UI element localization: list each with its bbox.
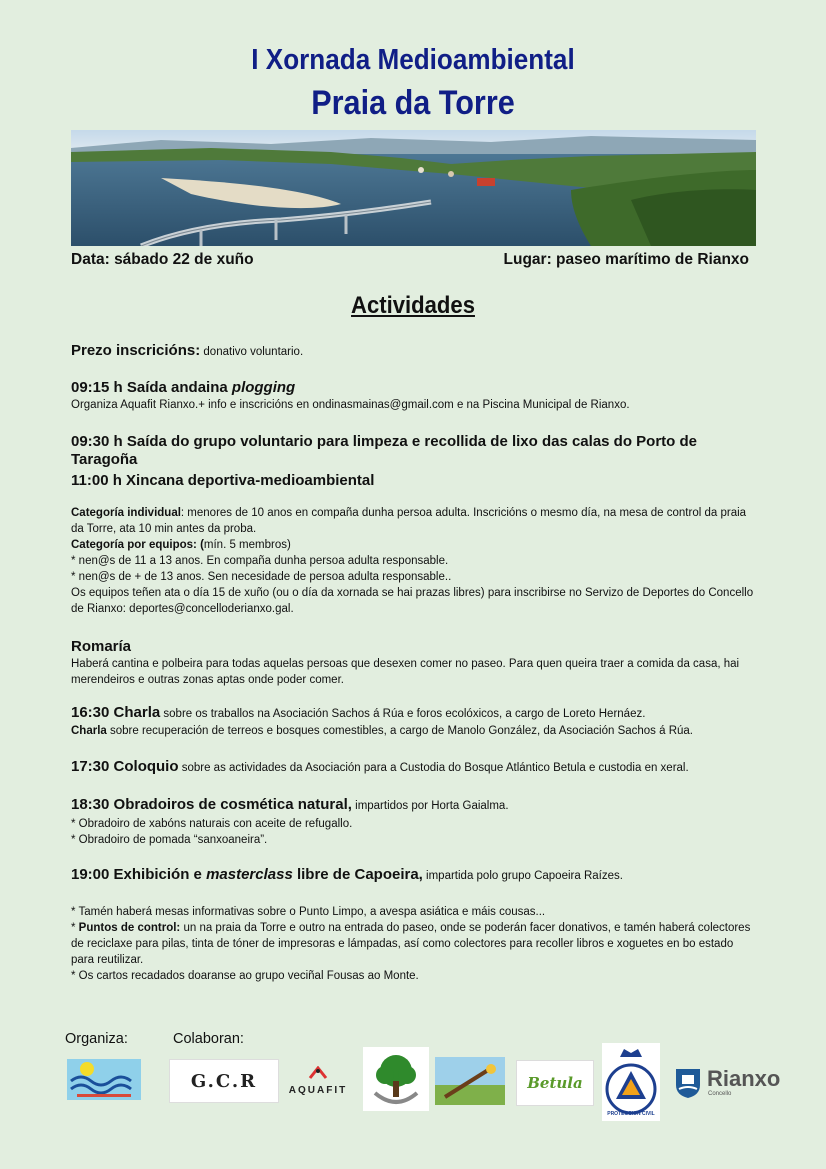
charla-2 (71, 723, 759, 739)
romaria-text: Haberá cantina e polbeira para todas aquelas persoas que desexen comer no paseo. Para quen queira traer a comida da casa, hai merendeiros e outras zonas aptas onde poder comer. (71, 658, 740, 686)
coloquio-text: sobre as actividades da Asociación para a Custodia do Bosque Atlántico Betula e custodia en xeral. (178, 762, 689, 774)
puntos-text: un na praia da Torre e outro na entrada do paseo, onde se poderán facer donativos, e tamén haberá colectores de reciclaxe para pilas, tinta de tóner de impresoras e lámpadas, así como colectores para recoller libros e xoguetes en bo estado para reutilizar. (71, 922, 751, 966)
notes-line3: * Os cartos recadados doaranse ao grupo veciñal Fousas ao Monte. (71, 970, 419, 982)
event-title-line1: I Xornada Medioambiental (251, 44, 575, 76)
teams-label: Categoría por equipos: ( (71, 539, 204, 551)
betula-logo (516, 1060, 594, 1106)
individual-label: Categoría individual (71, 507, 181, 519)
xincana-teams (71, 537, 759, 553)
capoeira-text: impartida polo grupo Capoeira Raízes. (422, 870, 623, 882)
betula-logo-text: Betula (527, 1074, 583, 1092)
price-label: Prezo inscricións: (71, 342, 201, 359)
aquafit-logo-text: AQUAFIT (288, 1085, 348, 1096)
rianxo-logo-text: Rianxo (707, 1066, 781, 1091)
xincana-line2: * nen@s de + de 13 anos. Sen necesidade de persoa adulta responsable.. (71, 571, 452, 583)
obradoiros-title: 18:30 Obradoiros de cosmética natural, (71, 796, 352, 813)
plogging-text: Organiza Aquafit Rianxo.+ info e inscricións en ondinasmainas@gmail.com e na Piscina Municipal de Rianxo. (71, 399, 630, 411)
obradoiros-line1: * Obradoiro de xabóns naturais con aceite de refugallo. (71, 818, 353, 830)
charla-text2: sobre recuperación de terreos e bosques comestibles, a cargo de Manolo González, da Asociación Sachos á Rúa. (106, 725, 693, 737)
obradoiros-text: impartidos por Horta Gaialma. (351, 800, 509, 812)
capoeira-title-em: masterclass (206, 866, 293, 883)
banner-photo (71, 130, 756, 246)
capoeira-title-pre: 19:00 Exhibición e (71, 866, 207, 883)
colaboran-label: Colaboran: (173, 1031, 244, 1047)
rianxo-logo-subtext: Concello (708, 1091, 732, 1097)
cleanup-title: 09:30 h Saída do grupo voluntario para limpeza e recollida de lixo das calas do Porto de Taragoña (71, 433, 698, 468)
obradoiros (71, 797, 759, 814)
organiza-label: Organiza: (65, 1031, 128, 1047)
rianxo-shield-icon (674, 1067, 702, 1099)
xincana-line3: Os equipos teñen ata o día 15 de xuño (ou o día da xornada se hai prazas libres) para inscribirse no Servizo de Deportes do Concello de Rianxo: deportes@concelloderianxo.gal. (71, 587, 754, 615)
organizer-logo (67, 1059, 141, 1100)
aquafit-logo (280, 1066, 356, 1096)
plogging-title-text: 09:15 h Saída andaina (71, 379, 232, 396)
gcr-logo (169, 1059, 279, 1103)
puntos-pre: * (71, 922, 79, 934)
charla-1 (71, 705, 759, 722)
capoeira-title-post: libre de Capoeira, (292, 866, 423, 883)
event-place: Lugar: paseo marítimo de Rianxo (503, 251, 749, 268)
notes-puntos (71, 920, 759, 968)
charla-title2: Charla (71, 725, 107, 737)
rianxo-logo (674, 1066, 802, 1100)
plogging-title (71, 379, 759, 397)
civil-protection-logo (602, 1043, 660, 1121)
xincana-individual (71, 505, 759, 537)
tree-logo (363, 1047, 429, 1111)
price-info (71, 342, 759, 360)
coloquio-title: 17:30 Coloquio (71, 758, 179, 775)
individual-text: : menores de 10 anos en compaña dunha persoa adulta. Inscricións o mesmo día, na mesa de control da praia da Torre, ata 10 min antes da proba. (71, 507, 747, 535)
coloquio (71, 759, 759, 776)
xincana-title: 11:00 h Xincana deportiva-medioambiental (71, 472, 375, 489)
civil-protection-text: PROTECCION CIVIL (607, 1111, 655, 1117)
price-text: donativo voluntario. (200, 346, 304, 358)
event-date: Data: sábado 22 de xuño (71, 251, 254, 268)
notes-line1: * Tamén haberá mesas informativas sobre o Punto Limpo, a avespa asiática e máis cousas... (71, 906, 546, 918)
capoeira (71, 867, 759, 884)
romaria-title: Romaría (71, 638, 132, 655)
gcr-logo-text: G.C.R (190, 1070, 258, 1092)
teams-text: mín. 5 membros) (203, 539, 291, 551)
activities-heading: Actividades (351, 292, 475, 319)
xincana-line1: * nen@s de 11 a 13 anos. En compaña dunha persoa adulta responsable. (71, 555, 449, 567)
event-title-line2: Praia da Torre (311, 84, 515, 122)
aquafit-swimmer-icon (308, 1066, 328, 1080)
obradoiros-line2: * Obradoiro de pomada “sanxoaneira”. (71, 834, 268, 846)
puntos-label: Puntos de control: (78, 922, 181, 934)
charla-title: 16:30 Charla (71, 704, 161, 721)
charla-text: sobre os traballos na Asociación Sachos á Rúa e foros ecolóxicos, a cargo de Loreto Hernáez. (160, 708, 646, 720)
plogging-title-em: plogging (231, 379, 296, 396)
taragona-logo (435, 1057, 505, 1105)
